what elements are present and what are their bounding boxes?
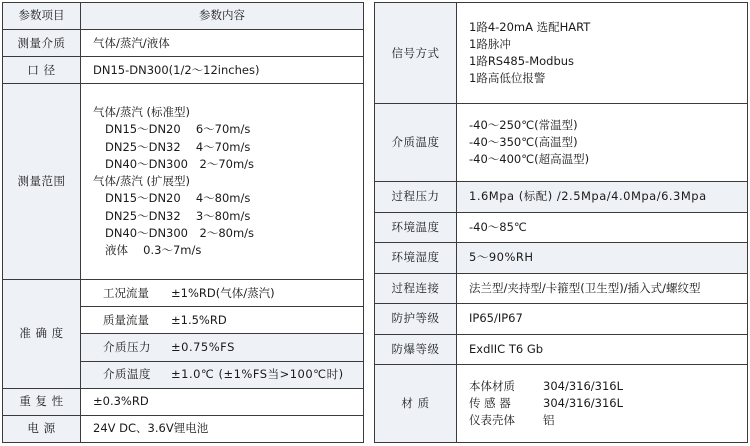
range-line: 气体/蒸汽 (标准型) (93, 105, 191, 120)
row-value-measuring-range (81, 84, 364, 280)
row-value-repeatability: ±0.3%RD (81, 388, 364, 415)
row-value-process-pressure: 1.6Mpa (标配) /2.5Mpa/4.0Mpa/6.3Mpa (457, 182, 748, 212)
row-value-medium-temperature (457, 104, 748, 182)
range-line: DN15～DN20 6～70m/s (105, 122, 251, 137)
row-value-material (457, 365, 748, 443)
accuracy-key: 介质温度 (103, 366, 151, 381)
accuracy-key: 质量流量 (103, 312, 149, 327)
table-row (3, 388, 364, 415)
row-label-ambient-temperature: 环境温度 (375, 212, 457, 242)
right-spec-table (374, 2, 748, 443)
range-line: 液体 0.3～7m/s (105, 243, 202, 258)
row-label-material: 材 质 (375, 365, 457, 443)
row-label-process-pressure: 过程压力 (375, 182, 457, 212)
row-label-repeatability: 重 复 性 (3, 388, 81, 415)
accuracy-value: ±1.0℃ (±1%FS当>100℃时) (171, 366, 344, 381)
header-parameter-content: 参数内容 (81, 3, 364, 30)
material-key: 传 感 器 (469, 395, 511, 410)
row-value-accuracy-mass-flow (81, 307, 364, 334)
row-label-process-connection: 过程连接 (375, 273, 457, 303)
row-value-signal-type (457, 3, 748, 104)
range-line: DN40～DN300 2～80m/s (105, 225, 255, 240)
row-label-power: 电 源 (3, 415, 81, 442)
row-value-diameter: DN15-DN300(1/2～12inches) (81, 57, 364, 84)
table-row (375, 273, 748, 303)
table-row (375, 212, 748, 242)
table-header-row (3, 3, 364, 30)
signal-line: 1路RS485-Modbus (469, 54, 575, 69)
header-parameter-item: 参数项目 (3, 3, 81, 30)
signal-line: 1路高低位报警 (469, 71, 546, 86)
accuracy-key: 工况流量 (103, 285, 149, 300)
row-value-ambient-temperature: -40～85℃ (457, 212, 748, 242)
row-value-explosion-proof-grade: ExdIIC T6 Gb (457, 334, 748, 364)
left-spec-table (2, 2, 364, 443)
table-row (375, 182, 748, 212)
row-label-ambient-humidity: 环境湿度 (375, 243, 457, 273)
row-value-ambient-humidity: 5～90%RH (457, 243, 748, 273)
medium-temp-line: -40～250℃(常温型) (469, 117, 578, 132)
material-line (469, 378, 741, 395)
accuracy-key: 介质压力 (103, 339, 151, 354)
table-row (375, 304, 748, 334)
signal-line: 1路脉冲 (469, 36, 511, 51)
table-row (3, 30, 364, 57)
table-row-signal (375, 3, 748, 104)
row-value-accuracy-medium-temperature (81, 361, 364, 388)
row-label-medium: 测量介质 (3, 30, 81, 57)
range-line: DN25～DN32 3～80m/s (105, 208, 251, 223)
material-key: 本体材质 (469, 378, 515, 393)
medium-temp-line: -40～400℃(超高温型) (469, 152, 590, 167)
row-label-medium-temperature: 介质温度 (375, 104, 457, 182)
material-line (469, 412, 741, 429)
range-line: 气体/蒸汽 (扩展型) (93, 174, 191, 189)
row-label-protection-grade: 防护等级 (375, 304, 457, 334)
row-value-power: 24V DC、3.6V锂电池 (81, 415, 364, 442)
row-label-explosion-proof-grade: 防爆等级 (375, 334, 457, 364)
table-row-material (375, 365, 748, 443)
table-row (375, 243, 748, 273)
table-row-medium-temperature (375, 104, 748, 182)
material-value: 铝 (543, 413, 555, 428)
table-row-accuracy (3, 280, 364, 307)
row-value-protection-grade: IP65/IP67 (457, 304, 748, 334)
row-value-process-connection: 法兰型/夹持型/卡箍型(卫生型)/插入式/螺纹型 (457, 273, 748, 303)
range-line: DN25～DN32 4～70m/s (105, 139, 251, 154)
row-label-measuring-range: 测量范围 (3, 84, 81, 280)
row-label-diameter: 口 径 (3, 57, 81, 84)
material-line (469, 395, 741, 412)
medium-temp-line: -40～350℃(高温型) (469, 135, 578, 150)
signal-line: 1路4-20mA 选配HART (469, 19, 591, 34)
accuracy-value: ±0.75%FS (171, 339, 235, 354)
material-key: 仪表壳体 (469, 413, 515, 428)
table-row-measuring-range (3, 84, 364, 280)
material-value: 304/316/316L (543, 378, 624, 393)
row-label-signal-type: 信号方式 (375, 3, 457, 104)
range-line: DN15～DN20 4～80m/s (105, 191, 251, 206)
table-row (3, 57, 364, 84)
row-label-accuracy: 准 确 度 (3, 280, 81, 389)
row-value-accuracy-working-flow (81, 280, 364, 307)
table-row (3, 415, 364, 442)
accuracy-value: ±1.5%RD (171, 312, 227, 327)
range-line: DN40～DN300 2～70m/s (105, 156, 255, 171)
material-value: 304/316/316L (543, 395, 624, 410)
table-row (375, 334, 748, 364)
accuracy-value: ±1%RD(气体/蒸汽) (171, 285, 275, 300)
row-value-accuracy-medium-pressure (81, 334, 364, 361)
row-value-medium: 气体/蒸汽/液体 (81, 30, 364, 57)
